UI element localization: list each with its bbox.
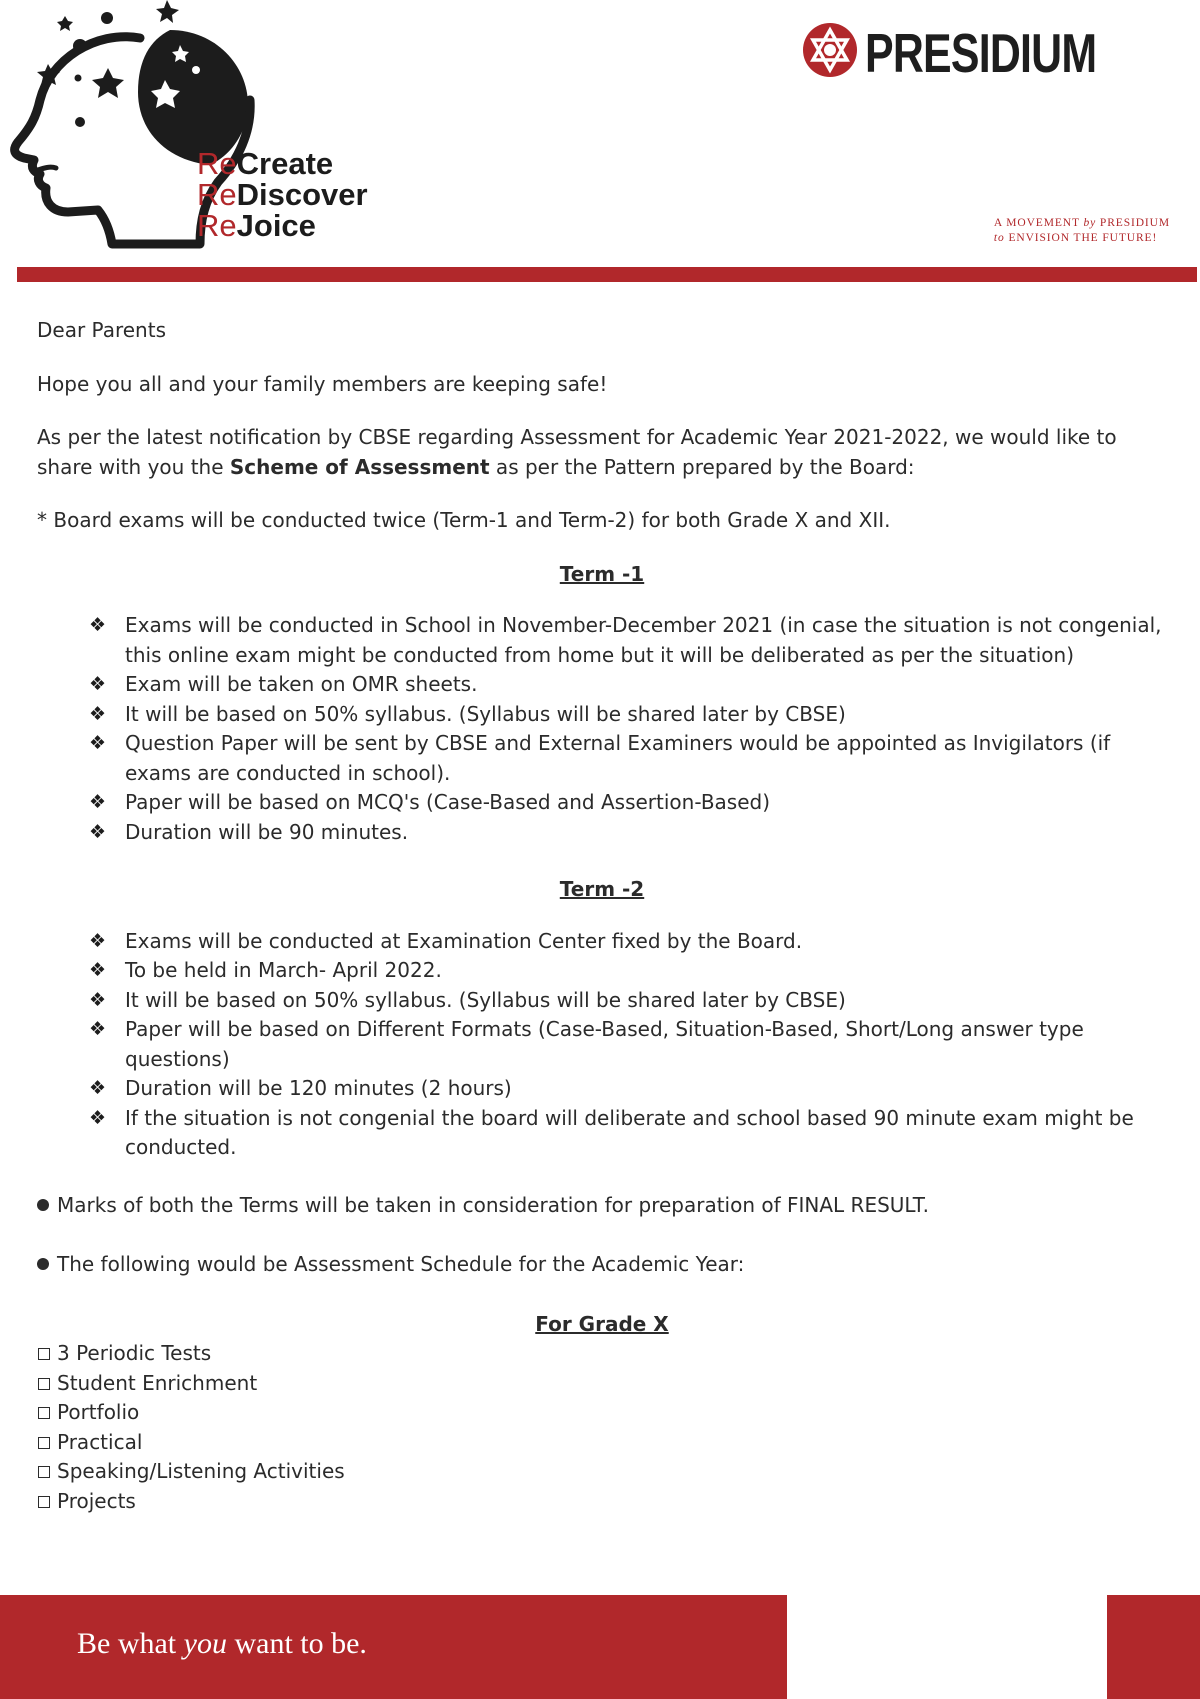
grade-heading: For Grade X bbox=[535, 1311, 669, 1336]
list-item: ❖ Question Paper will be sent by CBSE and External Examiners would be appointed as Invigilators (if exams are conducted in school). bbox=[125, 729, 1167, 788]
checkbox-icon bbox=[38, 1496, 50, 1508]
greeting: Hope you all and your family members are keeping safe! bbox=[37, 371, 608, 396]
tagline-line-2: to ENVISION THE FUTURE! bbox=[993, 232, 1158, 244]
list-item: ❖ Paper will be based on Different Formats (Case-Based, Situation-Based, Short/Long answer type questions) bbox=[125, 1015, 1167, 1074]
schedule-note: The following would be Assessment Schedule for the Academic Year: bbox=[37, 1250, 1167, 1280]
term1-heading: Term -1 bbox=[559, 561, 645, 586]
logo-wordmark bbox=[197, 148, 368, 241]
checkbox-icon bbox=[38, 1437, 50, 1449]
bullet-dot-icon bbox=[37, 1199, 49, 1211]
logo-line: ReDiscover bbox=[197, 177, 368, 212]
list-item: Speaking/Listening Activities bbox=[37, 1457, 1167, 1487]
list-item: 3 Periodic Tests bbox=[37, 1339, 1167, 1369]
term2-heading: Term -2 bbox=[559, 877, 645, 901]
list-item: ❖ Duration will be 120 minutes (2 hours) bbox=[125, 1074, 1167, 1104]
footer-red-edge bbox=[1107, 1595, 1200, 1699]
list-item: ❖ It will be based on 50% syllabus. (Syllabus will be shared later by CBSE) bbox=[125, 700, 1167, 730]
marks-note: Marks of both the Terms will be taken in consideration for preparation of FINAL RESULT. bbox=[37, 1191, 1167, 1221]
list-item: ❖ To be held in March- April 2022. bbox=[125, 956, 1167, 986]
footer-red-band bbox=[0, 1595, 787, 1699]
checkbox-icon bbox=[38, 1378, 50, 1390]
board-note: * Board exams will be conducted twice (Term-1 and Term-2) for both Grade X and XII. bbox=[37, 508, 891, 532]
checkbox-icon bbox=[38, 1466, 50, 1478]
header-divider bbox=[17, 267, 1197, 282]
term1-list bbox=[37, 611, 1167, 847]
footer-brand-panel bbox=[787, 1595, 1107, 1699]
letter-body bbox=[37, 316, 1167, 1516]
list-item: ❖ Exams will be conducted in School in November-December 2021 (in case the situation is not congenial, this online exam might be conducted from home but it will be deliberated as per the situation) bbox=[125, 611, 1167, 670]
footer-slogan: Be what you want to be. bbox=[77, 1627, 367, 1660]
presidium-wordmark: PRESIDIUM bbox=[865, 22, 1097, 84]
bullet-dot-icon bbox=[37, 1258, 49, 1270]
logo-line: ReCreate bbox=[197, 146, 334, 181]
list-item: Practical bbox=[37, 1428, 1167, 1458]
intro-paragraph: As per the latest notification by CBSE regarding Assessment for Academic Year 2021-2022, we would like to share with you the Scheme of Assessment as per the Pattern prepared by the Board: bbox=[37, 425, 1117, 479]
presidium-star-icon bbox=[802, 22, 858, 78]
list-item: Portfolio bbox=[37, 1398, 1167, 1428]
list-item: ❖ If the situation is not congenial the board will deliberate and school based 90 minute exam might be conducted. bbox=[125, 1104, 1167, 1163]
checkbox-icon bbox=[38, 1407, 50, 1419]
list-item: ❖ Duration will be 90 minutes. bbox=[125, 818, 1167, 848]
salutation: Dear Parents bbox=[37, 318, 166, 342]
term2-list bbox=[37, 927, 1167, 1163]
list-item: ❖ It will be based on 50% syllabus. (Syllabus will be shared later by CBSE) bbox=[125, 986, 1167, 1016]
list-item: ❖ Exam will be taken on OMR sheets. bbox=[125, 670, 1167, 700]
list-item: ❖ Paper will be based on MCQ's (Case-Based and Assertion-Based) bbox=[125, 788, 1167, 818]
grade-list bbox=[37, 1339, 1167, 1516]
list-item: Projects bbox=[37, 1487, 1167, 1517]
tagline-line-1: A MOVEMENT by PRESIDIUM bbox=[993, 217, 1170, 229]
list-item: Student Enrichment bbox=[37, 1369, 1167, 1399]
footer-banner bbox=[0, 1595, 1200, 1699]
tagline bbox=[994, 216, 1170, 246]
list-item: ❖ Exams will be conducted at Examination Center fixed by the Board. bbox=[125, 927, 1167, 957]
checkbox-icon bbox=[38, 1348, 50, 1360]
logo-line: ReJoice bbox=[197, 208, 316, 243]
